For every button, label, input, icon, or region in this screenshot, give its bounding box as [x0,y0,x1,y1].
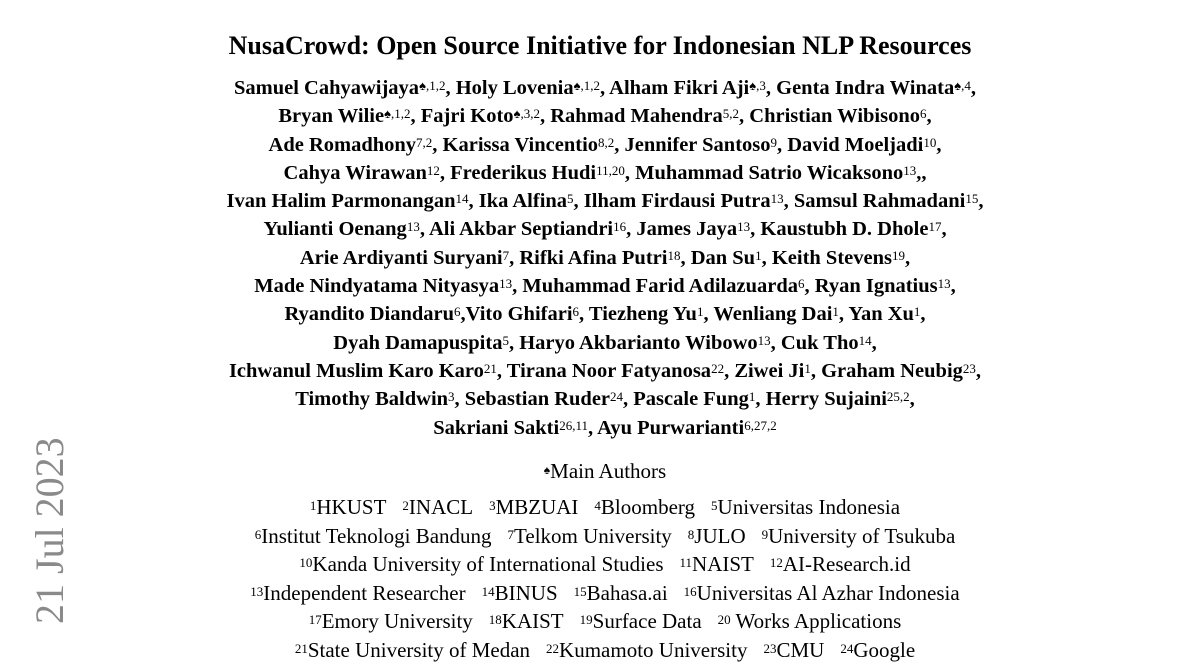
author-affil-marks: 13 [499,276,512,291]
author-line [100,74,1110,102]
author-affil-marks: 8,2 [598,135,614,150]
affiliation-name: Kanda University of International Studies [312,552,663,576]
affiliation-name: State University of Medan [308,638,530,662]
author-affil-marks: 26,11 [559,418,588,433]
author-name: Cahya Wirawan [284,162,427,184]
affiliation-name: Bloomberg [601,495,695,519]
paper-title: NusaCrowd: Open Source Initiative for Indonesian NLP Resources [0,30,1200,62]
author: Ilham Firdausi Putra$^{13}$, [584,190,794,212]
author-name: Yan Xu [848,303,914,325]
author-name: Ayu Purwarianti [597,417,744,439]
author: Haryo Akbarianto Wibowo$^{13}$, [519,332,781,354]
author: Holy Lovenia$^{♠,1,2}$, [456,77,609,99]
author: Genta Indra Winata$^{♠,4}$, [776,77,976,99]
affiliation [482,581,558,605]
author-name: Ika Alfina [479,190,567,212]
author-affil-marks: 1 [749,389,756,404]
author-affil-marks: 6 [573,304,580,319]
author-name: David Moeljadi [787,134,923,156]
affiliation-line [0,636,1200,664]
author: Samuel Cahyawijaya$^{♠,1,2}$, [234,77,456,99]
affiliation-number: 23 [763,641,776,656]
author-name: Holy Lovenia [456,77,574,99]
author-name: Ade Romadhony [269,134,417,156]
author-affil-marks: 22 [711,361,724,376]
spade-icon: ♠ [514,106,521,121]
author: Yulianti Oenang$^{13}$, [263,218,429,240]
affiliation [680,552,754,576]
author-name: James Jaya [636,218,737,240]
affiliation-line [0,607,1200,636]
author-name: Kaustubh D. Dhole [760,218,928,240]
author-line [100,414,1110,442]
author-affil-marks: ♠,3 [749,78,766,93]
author: Tirana Noor Fatyanosa$^{22}$, [507,360,735,382]
affiliation [489,609,564,633]
affiliation [840,638,915,662]
affiliation [594,495,695,519]
author-affil-marks: 6 [798,276,805,291]
affiliation-name: AI-Research.id [783,552,911,576]
author: Timothy Baldwin$^3$, [295,388,465,410]
affiliation-name: JULO [694,524,745,548]
spade-icon: ♠ [574,78,581,93]
author: Ali Akbar Septiandri$^{16}$, [429,218,636,240]
author-name: Karissa Vincentio [443,134,598,156]
author-name: Rifki Afina Putri [519,247,667,269]
author-list [100,74,1110,442]
affiliation [489,495,578,519]
affiliation-name: INACL [409,495,473,519]
author-affil-marks: 19 [892,248,905,263]
affiliation [763,638,824,662]
author-name: Graham Neubig [821,360,963,382]
author-name: Vito Ghifari [466,303,573,325]
author-name: Ichwanul Muslim Karo Karo [229,360,484,382]
author-affil-marks: ♠,3,2 [514,106,540,121]
author-affil-marks: 21 [484,361,497,376]
author-line [100,159,1110,187]
author-affil-marks: 13 [771,191,784,206]
author: Rahmad Mahendra$^{5,2}$, [550,105,749,127]
author-affil-marks: 11,20 [596,163,625,178]
author: Muhammad Satrio Wicaksono$^{13}$,, [635,162,926,184]
author-name: Herry Sujaini [766,388,887,410]
author-name: Samsul Rahmadani [794,190,965,212]
author: Karissa Vincentio$^{8,2}$, [443,134,625,156]
affiliation [580,609,702,633]
affiliation [250,581,465,605]
author-line [100,215,1110,243]
author: Ryandito Diandaru$^6$, [284,303,465,325]
affiliation-line [0,550,1200,579]
author-name: Made Nindyatama Nityasya [254,275,499,297]
affiliation [255,524,492,548]
author-name: Ziwei Ji [734,360,804,382]
author-line [100,357,1110,385]
author-name: Pascale Fung [633,388,749,410]
author: Ichwanul Muslim Karo Karo$^{21}$, [229,360,507,382]
author-name: Ivan Halim Parmonangan [227,190,456,212]
affiliation [546,638,747,662]
affiliation-line [0,579,1200,608]
author-name: Rahmad Mahendra [550,105,723,127]
author: Frederikus Hudi$^{11,20}$, [450,162,635,184]
affiliation-name: Institut Teknologi Bandung [261,524,491,548]
author-name: Ryandito Diandaru [284,303,454,325]
arxiv-date-stamp: 21 Jul 2023 [28,437,72,624]
affiliation-number: 24 [840,641,853,656]
affiliation-number: 15 [574,584,587,599]
affiliation-number: 17 [309,612,322,627]
affiliation-name: NAIST [692,552,754,576]
author-name: Jennifer Santoso [625,134,771,156]
author-name: Keith Stevens [772,247,892,269]
affiliation [299,552,663,576]
author: Rifki Afina Putri$^{18}$, [519,247,690,269]
main-authors-note [0,457,1200,485]
affiliation-number: 5 [711,498,718,513]
author-affil-marks: 3 [448,389,455,404]
author: Ziwei Ji$^1$, [734,360,821,382]
author-affil-marks: 23 [963,361,976,376]
affiliation [762,524,956,548]
main-authors-label: Main Authors [550,459,666,483]
author-affil-marks: 9 [771,135,778,150]
affiliation-name: Kumamoto University [559,638,747,662]
author-name: Bryan Wilie [278,105,384,127]
author-affil-marks: 6 [920,106,927,121]
author-name: Fajri Koto [421,105,514,127]
affiliation-number: 6 [255,527,262,542]
author: Arie Ardiyanti Suryani$^7$, [300,247,520,269]
affiliation [770,552,911,576]
author-name: Arie Ardiyanti Suryani [300,247,503,269]
affiliation-number: 14 [482,584,495,599]
author-affil-marks: 16 [613,219,626,234]
author-affil-marks: 1 [697,304,704,319]
affiliation-number: 20 [718,612,731,627]
author-name: Tiezheng Yu [589,303,697,325]
author-name: Timothy Baldwin [295,388,448,410]
author-name: Frederikus Hudi [450,162,596,184]
author-name: Alham Fikri Aji [609,77,749,99]
author: Tiezheng Yu$^1$, [589,303,713,325]
author: Pascale Fung$^1$, [633,388,765,410]
affiliation-name: Universitas Al Azhar Indonesia [697,581,960,605]
affiliation-number: 13 [250,584,263,599]
affiliation-name: HKUST [316,495,386,519]
author: Sakriani Sakti$^{26,11}$, [433,417,597,439]
author-line [100,385,1110,413]
author-affil-marks: ♠,1,2 [574,78,600,93]
author-name: Samuel Cahyawijaya [234,77,419,99]
author: Cahya Wirawan$^{12}$, [284,162,451,184]
affiliation-number: 22 [546,641,559,656]
author-affil-marks: 13 [737,219,750,234]
author-affil-marks: 7,2 [416,135,432,150]
author-name: Yulianti Oenang [263,218,406,240]
affiliation [310,495,387,519]
affiliation-number: 10 [299,555,312,570]
affiliation-list [0,493,1200,664]
author: James Jaya$^{13}$, [636,218,760,240]
author: Alham Fikri Aji$^{♠,3}$, [609,77,776,99]
author-affil-marks: ♠,1,2 [384,106,410,121]
author: Dan Su$^1$, [691,247,772,269]
affiliation-name: Google [853,638,915,662]
author-line [100,244,1110,272]
author-name: Ali Akbar Septiandri [429,218,613,240]
spade-icon: ♠ [954,78,961,93]
author-line [100,272,1110,300]
spade-icon: ♠ [749,78,756,93]
author-affil-marks: 14 [456,191,469,206]
author-affil-marks: 17 [928,219,941,234]
author-affil-marks: ♠,1,2 [419,78,445,93]
author-name: Haryo Akbarianto Wibowo [519,332,757,354]
author: Muhammad Farid Adilazuarda$^6$, [522,275,814,297]
affiliation-name: Universitas Indonesia [718,495,901,519]
author-affil-marks: 14 [859,333,872,348]
affiliation [309,609,473,633]
author-name: Sakriani Sakti [433,417,559,439]
spade-icon: ♠ [419,78,426,93]
affiliation-line [0,522,1200,551]
author-line [100,300,1110,328]
author-affil-marks: 12 [427,163,440,178]
affiliation-number: 3 [489,498,496,513]
author-affil-marks: 25,2 [887,389,910,404]
affiliation-number: 4 [594,498,601,513]
author: Ika Alfina$^5$, [479,190,584,212]
author: Ryan Ignatius$^{13}$, [815,275,956,297]
author: Ivan Halim Parmonangan$^{14}$, [227,190,479,212]
spade-icon: ♠ [544,463,550,477]
affiliation [574,581,668,605]
affiliation-name: Emory University [322,609,473,633]
author-affil-marks: 13 [938,276,951,291]
author-affil-marks: 18 [667,248,680,263]
author: Kaustubh D. Dhole$^{17}$, [760,218,946,240]
author: David Moeljadi$^{10}$, [787,134,941,156]
author: Dyah Damapuspita$^5$, [333,332,519,354]
affiliation-name: University of Tsukuba [768,524,955,548]
author-name: Muhammad Satrio Wicaksono [635,162,903,184]
author-affil-marks: 1 [832,304,839,319]
author-name: Cuk Tho [781,332,859,354]
author: Made Nindyatama Nityasya$^{13}$, [254,275,522,297]
author-affil-marks: 7 [503,248,510,263]
author: Fajri Koto$^{♠,3,2}$, [421,105,550,127]
author-affil-marks: 10 [923,135,936,150]
author-line [100,187,1110,215]
affiliation [508,524,672,548]
author-affil-marks: 6 [454,304,461,319]
author: Yan Xu$^1$, [848,303,925,325]
author-line [100,131,1110,159]
author-affil-marks: 15 [965,191,978,206]
author: Christian Wibisono$^6$, [749,105,931,127]
affiliation-line [0,493,1200,522]
author: Graham Neubig$^{23}$, [821,360,981,382]
affiliation [718,609,902,633]
affiliation-number: 19 [580,612,593,627]
author: Herry Sujaini$^{25,2}$, [766,388,915,410]
author: Jennifer Santoso$^9$, [625,134,788,156]
author-name: Dyah Damapuspita [333,332,502,354]
author: Ade Romadhony$^{7,2}$, [269,134,443,156]
affiliation [402,495,473,519]
author: Samsul Rahmadani$^{15}$, [794,190,984,212]
author-name: Wenliang Dai [713,303,832,325]
author: Wenliang Dai$^1$, [713,303,848,325]
author-affil-marks: 13 [758,333,771,348]
affiliation-name: Bahasa.ai [587,581,668,605]
author [597,417,777,439]
affiliation-name: BINUS [495,581,558,605]
author: Cuk Tho$^{14}$, [781,332,877,354]
author-affil-marks: 5 [502,333,509,348]
author-name: Ilham Firdausi Putra [584,190,771,212]
author-affil-marks: 5,2 [723,106,739,121]
author-name: Christian Wibisono [749,105,920,127]
author-line [100,329,1110,357]
affiliation-name: Works Applications [731,609,902,633]
author-name: Tirana Noor Fatyanosa [507,360,711,382]
affiliation-number: 12 [770,555,783,570]
affiliation-name: Independent Researcher [263,581,465,605]
author-affil-marks: 1 [914,304,921,319]
author-name: Dan Su [691,247,755,269]
affiliation-number: 7 [508,527,515,542]
author-affil-marks: 5 [567,191,574,206]
author-affil-marks: ♠,4 [954,78,971,93]
author-name: Muhammad Farid Adilazuarda [522,275,798,297]
author-affil-marks: 1 [804,361,811,376]
author-name: Ryan Ignatius [815,275,938,297]
author-affil-marks: 24 [610,389,623,404]
author: Bryan Wilie$^{♠,1,2}$, [278,105,420,127]
author: Vito Ghifari$^6$, [466,303,589,325]
affiliation-number: 18 [489,612,502,627]
affiliation-name: CMU [776,638,824,662]
author-line [100,102,1110,130]
affiliation-number: 1 [310,498,317,513]
author-name: Sebastian Ruder [465,388,610,410]
author-name: Genta Indra Winata [776,77,954,99]
affiliation-number: 9 [762,527,769,542]
affiliation [295,638,530,662]
affiliation-name: Telkom University [514,524,672,548]
affiliation [711,495,900,519]
affiliation [684,581,960,605]
affiliation-name: MBZUAI [496,495,579,519]
author: Keith Stevens$^{19}$, [772,247,910,269]
affiliation-number: 16 [684,584,697,599]
author-affil-marks: 6,27,2 [744,418,777,433]
affiliation-number: 21 [295,641,308,656]
author: Sebastian Ruder$^{24}$, [465,388,633,410]
affiliation-name: Surface Data [593,609,702,633]
affiliation-number: 2 [402,498,409,513]
affiliation-name: KAIST [502,609,564,633]
author-affil-marks: 13 [407,219,420,234]
author-affil-marks: 13 [903,163,916,178]
affiliation-number: 8 [688,527,695,542]
affiliation [688,524,746,548]
spade-icon: ♠ [384,106,391,121]
author-affil-marks: 1 [755,248,762,263]
affiliation-number: 11 [680,555,693,570]
